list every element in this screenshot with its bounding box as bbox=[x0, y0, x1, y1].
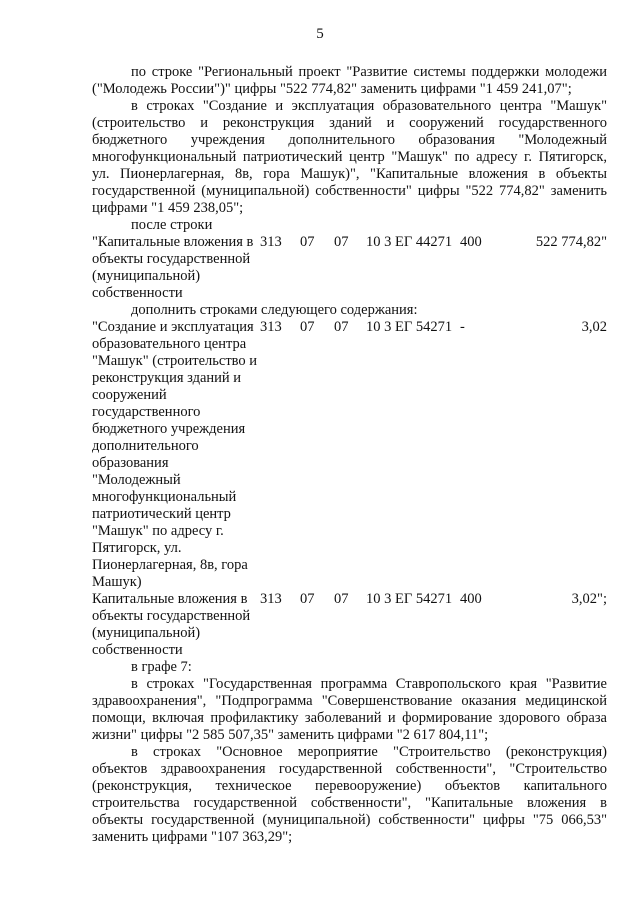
table-row bbox=[92, 319, 607, 591]
code-expense-type: 400 bbox=[460, 591, 482, 607]
code-expense-type: 400 bbox=[460, 234, 482, 250]
code-target-article: 10 3 ЕГ 54271 bbox=[366, 319, 453, 335]
row-amount: 3,02 bbox=[581, 319, 607, 335]
row-name: "Капитальные вложения в объекты государственной (муниципальной) собственности bbox=[92, 234, 254, 301]
code-target-article: 10 3 ЕГ 44271 bbox=[366, 234, 453, 250]
row-amount: 3,02"; bbox=[571, 591, 607, 607]
row-name: Капитальные вложения в объекты государственной (муниципальной) собственности bbox=[92, 591, 251, 658]
document-body bbox=[92, 64, 607, 846]
paragraph: после строки bbox=[131, 217, 213, 233]
code-ministry: 313 bbox=[260, 591, 282, 607]
paragraph: по строке "Региональный проект "Развитие системы поддержки молодежи ("Молодежь России")" цифры "522 774,82" заменить цифрами "1 459 241,07"; bbox=[92, 64, 607, 97]
code-subsection: 07 bbox=[334, 319, 349, 335]
table-row bbox=[92, 234, 607, 302]
code-section: 07 bbox=[300, 234, 315, 250]
code-subsection: 07 bbox=[334, 234, 349, 250]
table-row bbox=[92, 591, 607, 659]
code-section: 07 bbox=[300, 319, 315, 335]
paragraph: в строках "Государственная программа Ставропольского края "Развитие здравоохранения", "Подпрограмма "Совершенствование оказания медицинской помощи, включая профилактику заболеваний и формирование здорового образа жизни" цифры "2 585 507,35" заменить цифрами "2 617 804,11"; bbox=[92, 676, 607, 743]
code-ministry: 313 bbox=[260, 234, 282, 250]
paragraph: дополнить строками следующего содержания: bbox=[131, 302, 418, 318]
row-name: "Создание и эксплуатация образовательного центра "Машук" (строительство и реконструкция зданий и сооружений государственного бюджетного учреждения дополнительного образования "Молодежный многофункциональный патриотический центр "Машук" по адресу г. Пятигорск, ул. Пионерлагерная, 8в, гора Машук) bbox=[92, 319, 258, 590]
code-ministry: 313 bbox=[260, 319, 282, 335]
code-subsection: 07 bbox=[334, 591, 349, 607]
code-expense-type: - bbox=[460, 319, 465, 335]
paragraph: в строках "Основное мероприятие "Строительство (реконструкция) объектов здравоохранения государственной собственности", "Строительство (реконструкция, техническое перевооружение) объектов капитального строительства государственной собственности", "Капитальные вложения в объекты государственной (муниципальной) собственности" цифры "75 066,53" заменить цифрами "107 363,29"; bbox=[92, 744, 607, 845]
row-amount: 522 774,82" bbox=[535, 234, 607, 250]
paragraph: в графе 7: bbox=[131, 659, 192, 675]
page-number: 5 bbox=[316, 26, 324, 42]
code-target-article: 10 3 ЕГ 54271 bbox=[366, 591, 453, 607]
code-section: 07 bbox=[300, 591, 315, 607]
paragraph: в строках "Создание и эксплуатация образовательного центра "Машук" (строительство и реконструкция зданий и сооружений государственного бюджетного учреждения дополнительного образования "Молодежный многофункциональный патриотический центр "Машук" по адресу г. Пятигорск, ул. Пионерлагерная, 8в, гора Машук)", "Капитальные вложения в объекты государственной (муниципальной) собственности" цифры "522 774,82" заменить цифрами "1 459 238,05"; bbox=[92, 98, 607, 216]
